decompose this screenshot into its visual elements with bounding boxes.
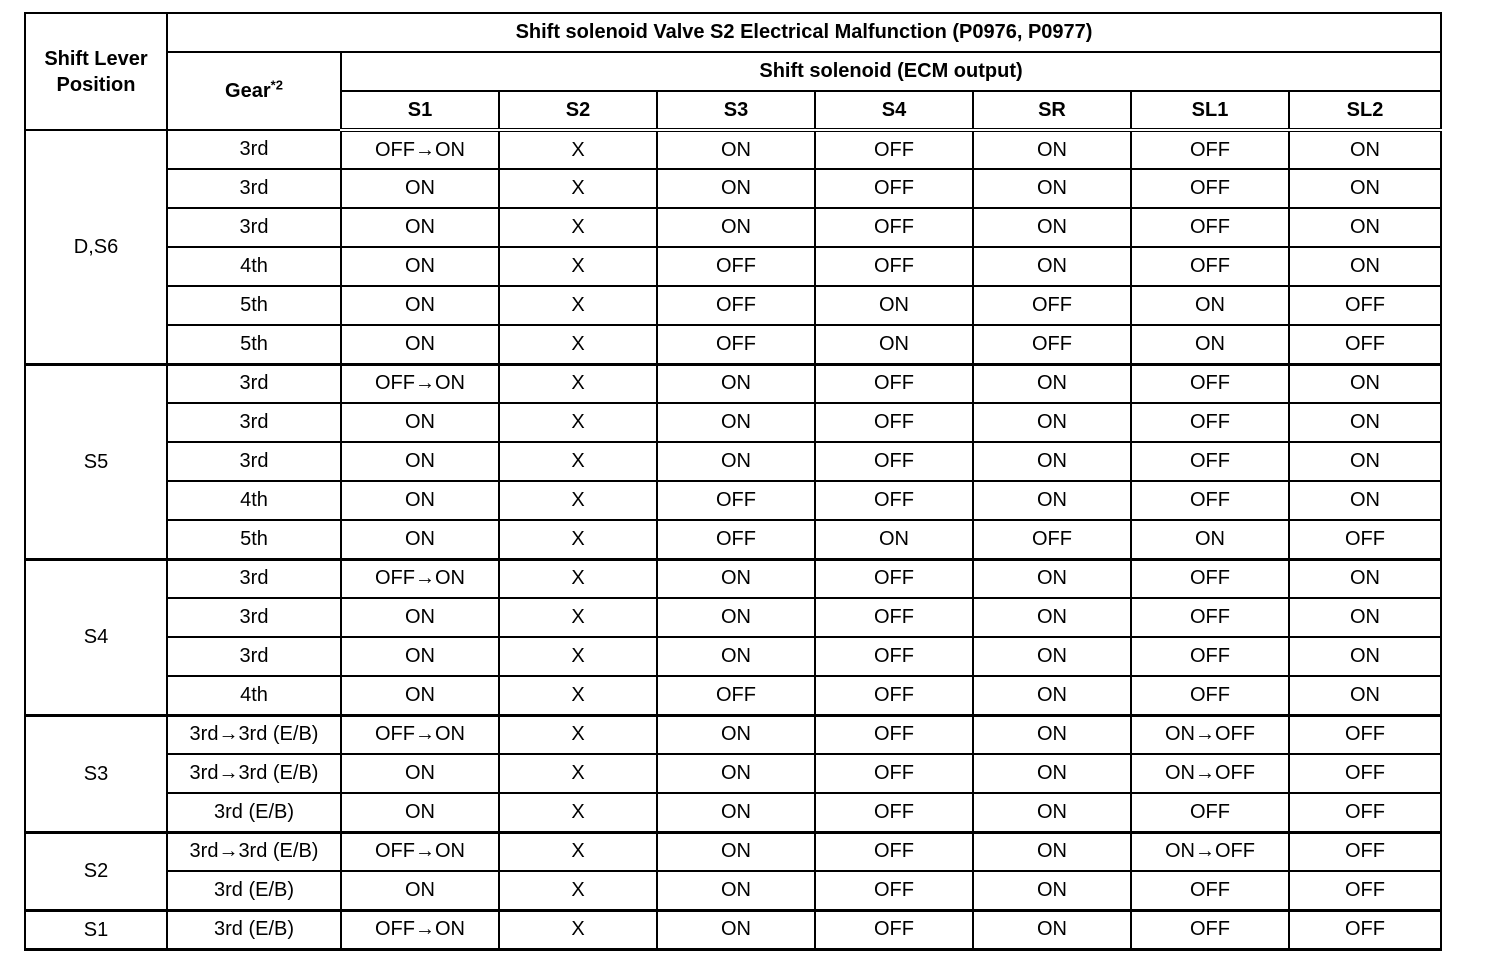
solenoid-value-s1: ON [341, 520, 499, 559]
solenoid-value-sr: ON [973, 169, 1131, 208]
table-row [25, 559, 1441, 598]
gear-cell: 3rd [167, 364, 341, 403]
shift-lever-position-cell: S5 [25, 364, 167, 559]
solenoid-value-s4: OFF [815, 559, 973, 598]
solenoid-value-s2: X [499, 520, 657, 559]
gear-cell: 3rd [167, 208, 341, 247]
solenoid-value-sl2: ON [1289, 481, 1441, 520]
solenoid-group-header: Shift solenoid (ECM output) [341, 52, 1441, 91]
solenoid-value-sl1: OFF [1131, 676, 1289, 715]
solenoid-value-s1: ON [341, 208, 499, 247]
solenoid-value-sl2: ON [1289, 403, 1441, 442]
solenoid-value-s3: ON [657, 793, 815, 832]
solenoid-value-s4: OFF [815, 871, 973, 910]
table-row [25, 247, 1441, 286]
gear-cell: 3rd [167, 637, 341, 676]
solenoid-value-s2: X [499, 208, 657, 247]
gear-cell: 3rd (E/B) [167, 871, 341, 910]
gear-header-label: Gear [225, 79, 271, 102]
solenoid-value-s2: X [499, 793, 657, 832]
solenoid-value-s3: ON [657, 364, 815, 403]
table-header [25, 13, 1441, 130]
solenoid-value-s3: ON [657, 403, 815, 442]
solenoid-value-s1: OFF→ON [341, 130, 499, 169]
solenoid-value-s1: ON [341, 169, 499, 208]
solenoid-value-s1: OFF→ON [341, 910, 499, 949]
solenoid-value-s1: OFF→ON [341, 364, 499, 403]
solenoid-value-sr: ON [973, 481, 1131, 520]
solenoid-value-s3: ON [657, 832, 815, 871]
solenoid-header-sr: SR [973, 91, 1131, 130]
solenoid-value-s1: ON [341, 325, 499, 364]
table-title: Shift solenoid Valve S2 Electrical Malfunction (P0976, P0977) [167, 13, 1441, 52]
solenoid-value-s2: X [499, 286, 657, 325]
solenoid-value-s4: OFF [815, 793, 973, 832]
solenoid-value-sl1: OFF [1131, 598, 1289, 637]
gear-cell: 3rd→3rd (E/B) [167, 832, 341, 871]
gear-cell: 4th [167, 247, 341, 286]
gear-cell: 5th [167, 520, 341, 559]
solenoid-value-sl2: ON [1289, 247, 1441, 286]
gear-cell: 4th [167, 481, 341, 520]
solenoid-value-sr: ON [973, 754, 1131, 793]
solenoid-value-s1: ON [341, 793, 499, 832]
solenoid-header-s4: S4 [815, 91, 973, 130]
solenoid-value-sl1: ON [1131, 325, 1289, 364]
solenoid-value-sr: OFF [973, 325, 1131, 364]
table-row [25, 832, 1441, 871]
solenoid-value-sl2: ON [1289, 598, 1441, 637]
solenoid-value-sr: ON [973, 247, 1131, 286]
solenoid-value-sl1: OFF [1131, 364, 1289, 403]
gear-cell: 5th [167, 325, 341, 364]
table-row [25, 910, 1441, 949]
solenoid-value-sl1: ON [1131, 520, 1289, 559]
solenoid-value-s3: ON [657, 871, 815, 910]
solenoid-value-s4: OFF [815, 169, 973, 208]
solenoid-value-sl2: ON [1289, 169, 1441, 208]
solenoid-value-sl1: ON→OFF [1131, 832, 1289, 871]
solenoid-value-s4: ON [815, 286, 973, 325]
solenoid-value-sl2: OFF [1289, 832, 1441, 871]
solenoid-header-sl2: SL2 [1289, 91, 1441, 130]
solenoid-value-s3: ON [657, 169, 815, 208]
gear-cell: 3rd [167, 130, 341, 169]
solenoid-value-sl2: ON [1289, 637, 1441, 676]
shift-lever-position-cell: S4 [25, 559, 167, 715]
solenoid-value-s3: ON [657, 598, 815, 637]
solenoid-value-s1: OFF→ON [341, 559, 499, 598]
solenoid-value-s3: OFF [657, 481, 815, 520]
shift-lever-position-cell: S3 [25, 715, 167, 832]
solenoid-value-s1: ON [341, 871, 499, 910]
solenoid-value-sr: ON [973, 208, 1131, 247]
table-row [25, 169, 1441, 208]
solenoid-value-sl2: ON [1289, 130, 1441, 169]
solenoid-header-s3: S3 [657, 91, 815, 130]
solenoid-value-s3: ON [657, 910, 815, 949]
solenoid-value-s2: X [499, 598, 657, 637]
table-row [25, 403, 1441, 442]
shift-lever-position-cell: D,S6 [25, 130, 167, 364]
shift-lever-position-cell: S2 [25, 832, 167, 910]
solenoid-value-s1: ON [341, 403, 499, 442]
solenoid-table [24, 12, 1442, 951]
solenoid-value-sl1: OFF [1131, 208, 1289, 247]
solenoid-value-s3: OFF [657, 286, 815, 325]
solenoid-value-sl1: OFF [1131, 481, 1289, 520]
solenoid-value-sl1: OFF [1131, 871, 1289, 910]
solenoid-header-sl1: SL1 [1131, 91, 1289, 130]
solenoid-value-s2: X [499, 559, 657, 598]
solenoid-value-s4: OFF [815, 130, 973, 169]
solenoid-value-s4: OFF [815, 754, 973, 793]
table-body [25, 130, 1441, 949]
solenoid-value-sr: OFF [973, 520, 1131, 559]
solenoid-value-s1: ON [341, 247, 499, 286]
solenoid-value-s3: ON [657, 208, 815, 247]
gear-cell: 3rd [167, 598, 341, 637]
solenoid-value-s2: X [499, 754, 657, 793]
solenoid-value-s1: ON [341, 286, 499, 325]
solenoid-value-sr: ON [973, 832, 1131, 871]
gear-cell: 3rd [167, 403, 341, 442]
solenoid-value-s1: ON [341, 481, 499, 520]
solenoid-value-s4: ON [815, 325, 973, 364]
solenoid-value-sl1: OFF [1131, 559, 1289, 598]
gear-cell: 3rd→3rd (E/B) [167, 754, 341, 793]
solenoid-value-s4: OFF [815, 247, 973, 286]
solenoid-value-s2: X [499, 832, 657, 871]
solenoid-value-sl2: OFF [1289, 715, 1441, 754]
table-row [25, 325, 1441, 364]
solenoid-value-s1: ON [341, 676, 499, 715]
solenoid-value-s2: X [499, 481, 657, 520]
solenoid-value-sl1: OFF [1131, 247, 1289, 286]
shift-lever-position-header: Shift Lever Position [25, 13, 167, 130]
solenoid-value-s3: OFF [657, 325, 815, 364]
table-row [25, 715, 1441, 754]
solenoid-value-s2: X [499, 871, 657, 910]
table-row [25, 442, 1441, 481]
solenoid-value-sl1: ON→OFF [1131, 715, 1289, 754]
solenoid-value-s1: ON [341, 598, 499, 637]
solenoid-value-sl2: OFF [1289, 754, 1441, 793]
solenoid-value-s4: OFF [815, 364, 973, 403]
solenoid-value-sr: ON [973, 637, 1131, 676]
table-row [25, 286, 1441, 325]
solenoid-value-sl2: OFF [1289, 325, 1441, 364]
solenoid-value-s4: OFF [815, 676, 973, 715]
solenoid-value-s1: ON [341, 754, 499, 793]
solenoid-value-sl1: ON→OFF [1131, 754, 1289, 793]
solenoid-value-sl2: OFF [1289, 910, 1441, 949]
solenoid-value-s2: X [499, 247, 657, 286]
solenoid-value-sr: ON [973, 598, 1131, 637]
solenoid-value-sl2: OFF [1289, 793, 1441, 832]
solenoid-value-s4: OFF [815, 832, 973, 871]
solenoid-value-s3: OFF [657, 520, 815, 559]
solenoid-value-s2: X [499, 676, 657, 715]
gear-cell: 3rd (E/B) [167, 910, 341, 949]
solenoid-value-s2: X [499, 442, 657, 481]
solenoid-value-sl1: OFF [1131, 169, 1289, 208]
table-row [25, 364, 1441, 403]
solenoid-value-sr: ON [973, 871, 1131, 910]
solenoid-value-s3: ON [657, 559, 815, 598]
solenoid-value-s3: ON [657, 637, 815, 676]
gear-footnote-marker: *2 [270, 76, 283, 92]
solenoid-value-s2: X [499, 715, 657, 754]
solenoid-header-s1: S1 [341, 91, 499, 130]
gear-cell: 3rd [167, 169, 341, 208]
solenoid-value-s1: OFF→ON [341, 832, 499, 871]
solenoid-value-sr: ON [973, 442, 1131, 481]
table-row [25, 676, 1441, 715]
solenoid-value-s4: OFF [815, 481, 973, 520]
solenoid-value-sr: ON [973, 715, 1131, 754]
solenoid-value-s2: X [499, 637, 657, 676]
solenoid-value-s2: X [499, 325, 657, 364]
solenoid-value-s3: OFF [657, 676, 815, 715]
gear-cell: 3rd (E/B) [167, 793, 341, 832]
table-row [25, 130, 1441, 169]
solenoid-value-s4: OFF [815, 715, 973, 754]
solenoid-value-sr: ON [973, 793, 1131, 832]
solenoid-value-sl1: OFF [1131, 637, 1289, 676]
table-row [25, 871, 1441, 910]
solenoid-value-sl2: OFF [1289, 520, 1441, 559]
solenoid-value-s3: ON [657, 715, 815, 754]
solenoid-value-sr: ON [973, 559, 1131, 598]
solenoid-value-sl1: OFF [1131, 442, 1289, 481]
solenoid-value-s4: OFF [815, 208, 973, 247]
table-row [25, 481, 1441, 520]
gear-cell: 3rd [167, 442, 341, 481]
solenoid-value-s4: OFF [815, 637, 973, 676]
solenoid-value-sl2: ON [1289, 676, 1441, 715]
solenoid-value-sl2: OFF [1289, 871, 1441, 910]
solenoid-value-s3: ON [657, 754, 815, 793]
solenoid-value-sl2: OFF [1289, 286, 1441, 325]
solenoid-value-s1: ON [341, 637, 499, 676]
shift-lever-position-cell: S1 [25, 910, 167, 949]
table-row [25, 208, 1441, 247]
solenoid-value-s2: X [499, 169, 657, 208]
solenoid-value-sl2: ON [1289, 208, 1441, 247]
solenoid-value-sr: ON [973, 403, 1131, 442]
solenoid-value-sl1: OFF [1131, 130, 1289, 169]
solenoid-value-sl2: ON [1289, 364, 1441, 403]
solenoid-value-s2: X [499, 364, 657, 403]
gear-cell: 3rd→3rd (E/B) [167, 715, 341, 754]
table-row [25, 520, 1441, 559]
solenoid-value-sr: OFF [973, 286, 1131, 325]
solenoid-value-sl1: OFF [1131, 793, 1289, 832]
solenoid-value-s4: OFF [815, 910, 973, 949]
solenoid-value-sl1: ON [1131, 286, 1289, 325]
solenoid-value-s4: OFF [815, 598, 973, 637]
solenoid-value-sl1: OFF [1131, 403, 1289, 442]
gear-cell: 4th [167, 676, 341, 715]
solenoid-value-sr: ON [973, 130, 1131, 169]
table-row [25, 637, 1441, 676]
solenoid-value-s2: X [499, 130, 657, 169]
solenoid-value-sl2: ON [1289, 559, 1441, 598]
table-row [25, 793, 1441, 832]
solenoid-header-s2: S2 [499, 91, 657, 130]
solenoid-value-s1: ON [341, 442, 499, 481]
solenoid-value-s1: OFF→ON [341, 715, 499, 754]
solenoid-value-sr: ON [973, 910, 1131, 949]
solenoid-value-s4: ON [815, 520, 973, 559]
table-row [25, 598, 1441, 637]
solenoid-value-sr: ON [973, 364, 1131, 403]
solenoid-value-s3: ON [657, 130, 815, 169]
solenoid-value-s2: X [499, 910, 657, 949]
solenoid-value-s4: OFF [815, 442, 973, 481]
gear-header [167, 52, 341, 130]
solenoid-value-s3: OFF [657, 247, 815, 286]
gear-cell: 5th [167, 286, 341, 325]
solenoid-value-s2: X [499, 403, 657, 442]
solenoid-value-sl2: ON [1289, 442, 1441, 481]
solenoid-value-sr: ON [973, 676, 1131, 715]
gear-cell: 3rd [167, 559, 341, 598]
solenoid-value-s4: OFF [815, 403, 973, 442]
solenoid-value-sl1: OFF [1131, 910, 1289, 949]
solenoid-value-s3: ON [657, 442, 815, 481]
table-row [25, 754, 1441, 793]
